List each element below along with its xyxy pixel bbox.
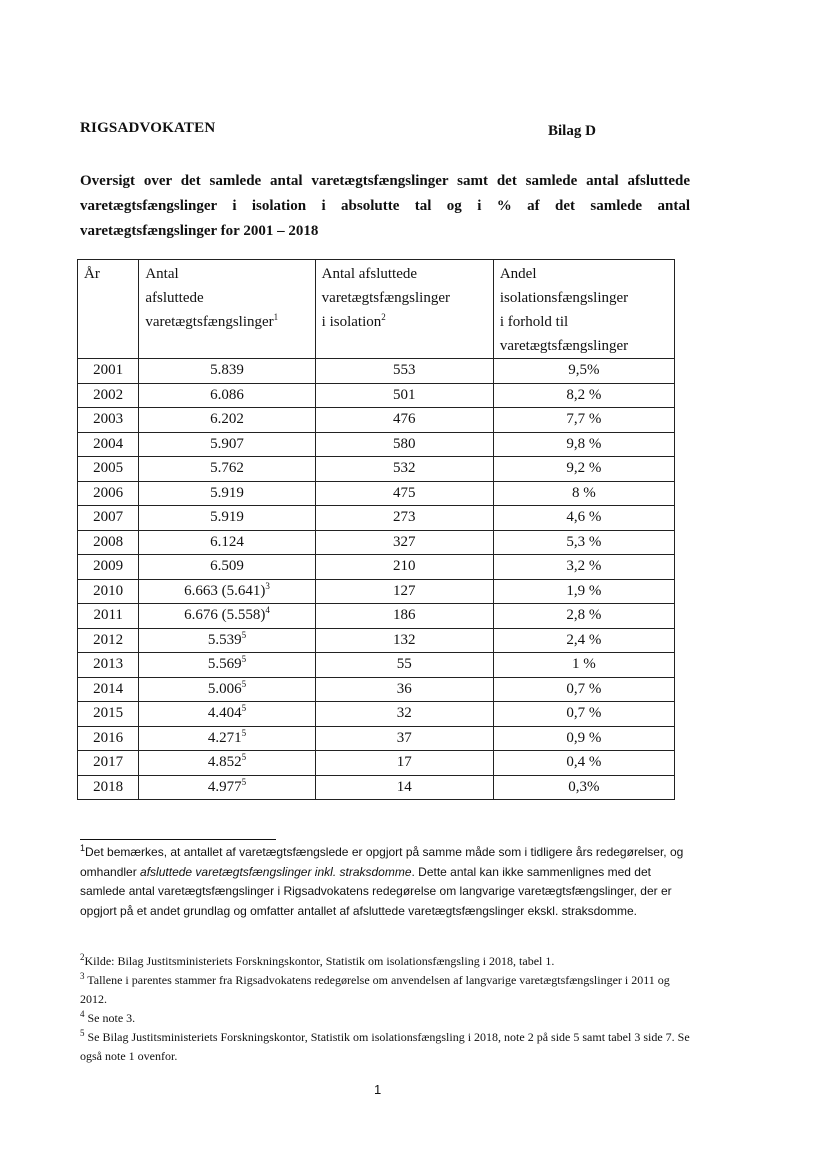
footnote-ref: 5 <box>241 727 247 738</box>
footnote-ref: 4 <box>265 605 270 616</box>
footnote-divider <box>80 839 276 840</box>
cell-share: 8 % <box>493 481 674 506</box>
header-isolation-share: Andel isolationsfængslinger i forhold til varetægtsfængslinger <box>493 260 674 359</box>
cell-year: 2013 <box>78 653 139 678</box>
header-isolation-detentions: Antal afsluttede varetægtsfængslinger i isolation$^2$ <box>315 260 493 359</box>
footnote-2: $^2$Kilde: Bilag Justitsministeriets Forskningskontor, Statistik om isolationsfængsling i 2018, tabel 1. <box>80 952 555 968</box>
table-row <box>78 775 675 800</box>
cell-isolation: 36 <box>315 677 493 702</box>
cell-share: 8,2 % <box>493 383 674 408</box>
table-row <box>78 383 675 408</box>
table-row <box>78 506 675 531</box>
cell-isolation: 476 <box>315 408 493 433</box>
table-row <box>78 677 675 702</box>
cell-share: 9,5% <box>493 359 674 384</box>
page-number: 1 <box>374 1082 382 1097</box>
cell-share: 1 % <box>493 653 674 678</box>
table-row <box>78 457 675 482</box>
footnote-ref: 5 <box>241 629 247 640</box>
cell-year: 2010 <box>78 579 139 604</box>
cell-isolation: 532 <box>315 457 493 482</box>
footnote-3: $^3$ Tallene i parentes stammer fra Rigsadvokatens redegørelse om anvendelsen af langvarige varetægtsfængslinger i 2011 og 2012. <box>80 971 670 1006</box>
footnote-ref: 5 <box>241 678 247 689</box>
cell-total: 6.676 $(5.558)^4$ <box>139 604 315 629</box>
cell-year: 2009 <box>78 555 139 580</box>
cell-year: 2006 <box>78 481 139 506</box>
cell-year: 2017 <box>78 751 139 776</box>
cell-share: 0,4 % <box>493 751 674 776</box>
cell-year: 2015 <box>78 702 139 727</box>
cell-share: 4,6 % <box>493 506 674 531</box>
cell-total: 6.124 <box>139 530 315 555</box>
cell-total: 4.977$^5$ <box>139 775 315 800</box>
footnote-ref: 5 <box>241 776 247 787</box>
cell-total: 5.907 <box>139 432 315 457</box>
cell-year: 2002 <box>78 383 139 408</box>
table-row <box>78 702 675 727</box>
table-row <box>78 481 675 506</box>
cell-total: 5.839 <box>139 359 315 384</box>
cell-isolation: 17 <box>315 751 493 776</box>
table-row <box>78 653 675 678</box>
cell-isolation: 210 <box>315 555 493 580</box>
cell-year: 2016 <box>78 726 139 751</box>
footnote-ref: 2 <box>381 312 386 322</box>
table-row <box>78 751 675 776</box>
cell-total: 4.271$^5$ <box>139 726 315 751</box>
table-row <box>78 579 675 604</box>
footnote-ref: 3 <box>265 580 270 591</box>
cell-total: 5.539$^5$ <box>139 628 315 653</box>
cell-year: 2007 <box>78 506 139 531</box>
cell-year: 2018 <box>78 775 139 800</box>
cell-isolation: 501 <box>315 383 493 408</box>
cell-isolation: 132 <box>315 628 493 653</box>
footnote-ref: 1 <box>273 312 279 322</box>
cell-share: 9,2 % <box>493 457 674 482</box>
cell-share: 2,8 % <box>493 604 674 629</box>
footnote-ref: 5 <box>241 703 247 714</box>
cell-isolation: 37 <box>315 726 493 751</box>
cell-total: 5.919 <box>139 481 315 506</box>
table-row <box>78 726 675 751</box>
cell-share: 0,7 % <box>493 677 674 702</box>
statistics-table <box>77 259 675 800</box>
cell-isolation: 553 <box>315 359 493 384</box>
cell-share: 2,4 % <box>493 628 674 653</box>
cell-year: 2003 <box>78 408 139 433</box>
cell-total: 4.404$^5$ <box>139 702 315 727</box>
footnote-4: $^4$ Se note 3. <box>80 1009 136 1025</box>
cell-total: 6.202 <box>139 408 315 433</box>
cell-total: 4.852$^5$ <box>139 751 315 776</box>
cell-isolation: 327 <box>315 530 493 555</box>
table-row <box>78 432 675 457</box>
organization-name: RIGSADVOKATEN <box>80 120 216 136</box>
cell-isolation: 580 <box>315 432 493 457</box>
cell-year: 2011 <box>78 604 139 629</box>
cell-year: 2005 <box>78 457 139 482</box>
appendix-label: Bilag D <box>548 123 596 139</box>
cell-share: 0,7 % <box>493 702 674 727</box>
cell-share: 3,2 % <box>493 555 674 580</box>
cell-year: 2004 <box>78 432 139 457</box>
cell-share: 7,7 % <box>493 408 674 433</box>
footnote-1: $^1$Det bemærkes, at antallet af varetægtsfængslede er opgjort på samme måde som i tidligere års redegørelser, og omhandler afsluttede varetægtsfængslinger inkl. straksdomme. Dette antal kan ikke sammenlignes med det samlede antal varetægtsfængslinger i Rigsadvokatens redegørelse om langvarige varetægtsfængslinger, der er opgjort på et andet grundlag og omfatter antallet af afsluttede varetægtsfængslinger ekskl. straksdomme. <box>80 843 684 918</box>
cell-total: 5.006$^5$ <box>139 677 315 702</box>
cell-share: 0,9 % <box>493 726 674 751</box>
cell-isolation: 14 <box>315 775 493 800</box>
cell-isolation: 55 <box>315 653 493 678</box>
cell-share: 5,3 % <box>493 530 674 555</box>
cell-isolation: 32 <box>315 702 493 727</box>
cell-share: 1,9 % <box>493 579 674 604</box>
header-year: År <box>78 260 139 359</box>
cell-total: 6.086 <box>139 383 315 408</box>
document-title: Oversigt over det samlede antal varetægtsfængslinger samt det samlede antal afsluttede varetægtsfængslinger i isolation i absolutte tal og i % af det samlede antal varetægtsfængslinger for 2001 – 2018 <box>80 173 690 239</box>
cell-year: 2001 <box>78 359 139 384</box>
table-row <box>78 604 675 629</box>
table-row <box>78 555 675 580</box>
cell-isolation: 186 <box>315 604 493 629</box>
cell-total: 5.569$^5$ <box>139 653 315 678</box>
footnote-ref: 5 <box>241 654 247 665</box>
header-total-detentions: Antal afsluttede varetægtsfængslinger$^1$ <box>139 260 315 359</box>
cell-year: 2008 <box>78 530 139 555</box>
cell-isolation: 273 <box>315 506 493 531</box>
table-row <box>78 359 675 384</box>
cell-total: 6.663 $(5.641)^3$ <box>139 579 315 604</box>
cell-year: 2012 <box>78 628 139 653</box>
table-row <box>78 408 675 433</box>
footnote-ref: 5 <box>241 752 247 763</box>
cell-share: 0,3% <box>493 775 674 800</box>
cell-total: 6.509 <box>139 555 315 580</box>
cell-total: 5.919 <box>139 506 315 531</box>
table-row <box>78 628 675 653</box>
footnote-5: $^5$ Se Bilag Justitsministeriets Forskningskontor, Statistik om isolationsfængsling i 2018, note 2 på side 5 samt tabel 3 side 7. Se også note 1 ovenfor. <box>80 1028 690 1063</box>
footnotes-list <box>80 952 690 1066</box>
cell-year: 2014 <box>78 677 139 702</box>
cell-share: 9,8 % <box>493 432 674 457</box>
table-row <box>78 530 675 555</box>
table-header-row <box>78 260 675 359</box>
cell-isolation: 475 <box>315 481 493 506</box>
cell-total: 5.762 <box>139 457 315 482</box>
cell-isolation: 127 <box>315 579 493 604</box>
